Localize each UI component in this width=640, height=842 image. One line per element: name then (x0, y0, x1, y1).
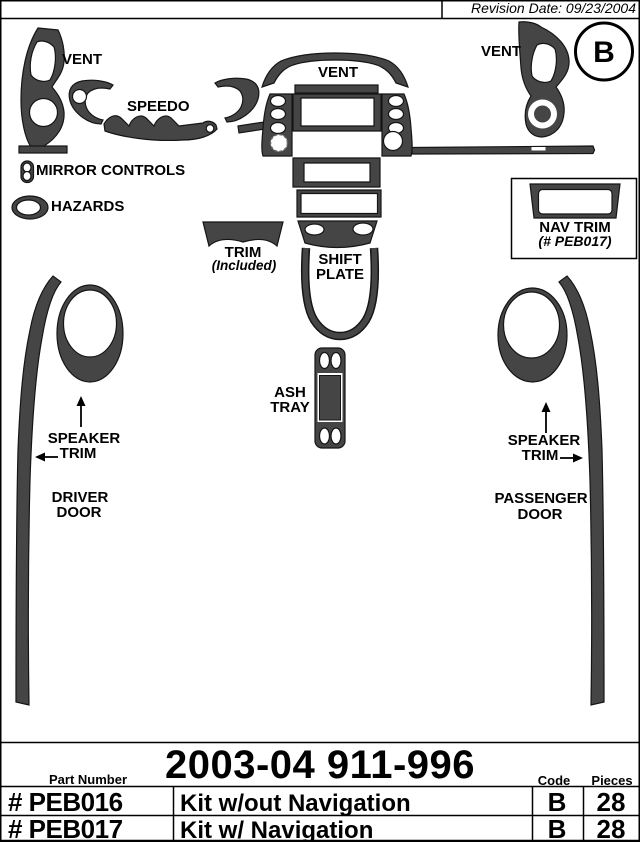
part-number-cell: # PEB016 (8, 787, 123, 817)
pieces-cell: 28 (596, 814, 626, 842)
passenger-door-label-2: DOOR (517, 506, 563, 523)
right-vent-knob (534, 106, 551, 123)
left-panel-button-hole (271, 109, 286, 120)
left-panel-knob-hole (271, 135, 288, 152)
ash-tray-hole (320, 353, 330, 369)
left-trim-bar (19, 146, 67, 153)
right-trim-bar (412, 146, 595, 154)
speaker-trim-left-label-2: TRIM (59, 445, 97, 462)
shift-plate-label-1: SHIFT (318, 251, 362, 268)
driver-speaker-opening (64, 290, 117, 357)
small-trim-bar (238, 122, 265, 133)
hazards-hole (17, 200, 41, 215)
pieces-cell: 28 (596, 787, 626, 817)
radio-surround (293, 94, 381, 131)
climate-surround-upper (293, 158, 380, 187)
revision-date: Revision Date: 09/23/2004 (471, 0, 636, 16)
hazards-label: HAZARDS (51, 198, 125, 215)
nav-trim-label-1: NAV TRIM (539, 219, 611, 236)
passenger-door-label-1: PASSENGER (494, 490, 588, 507)
speedo-label: SPEEDO (127, 98, 190, 115)
nav-trim-label-2: (# PEB017) (538, 233, 612, 249)
nav-trim-opening (539, 190, 613, 215)
shift-plate-label-2: PLATE (315, 266, 365, 283)
code-cell: B (547, 787, 567, 817)
description-cell: Kit w/ Navigation (180, 817, 374, 842)
climate-surround-lower (297, 190, 381, 217)
speaker-trim-right-label-2: TRIM (521, 447, 559, 464)
description-cell: Kit w/out Navigation (180, 790, 411, 817)
ash-tray-hole (331, 428, 341, 444)
col-header-part-number: Part Number (48, 772, 128, 787)
mirror-controls-label: MIRROR CONTROLS (36, 162, 186, 179)
arrow-east-head (573, 454, 583, 463)
left-panel-button-hole (271, 96, 286, 107)
driver-door-label-1: DRIVER (51, 489, 109, 506)
speaker-trim-right-label-1: SPEAKER (507, 432, 581, 449)
stack-top-bar (295, 85, 378, 93)
part-number-cell: # PEB017 (8, 814, 123, 842)
arrow-west-head (35, 453, 45, 462)
arrow-up-right-head (542, 402, 551, 412)
left-panel-button-hole (271, 123, 286, 134)
vent-center-label: VENT (318, 64, 359, 81)
speedo-right-piece (215, 78, 259, 122)
shift-top-hole (305, 224, 324, 235)
speaker-trim-left-label-1: SPEAKER (47, 430, 121, 447)
code-cell: B (547, 814, 567, 842)
kit-title: 2003-04 911-996 (165, 743, 475, 787)
ash-tray-hole (331, 353, 341, 369)
vent-left-label: VENT (62, 51, 103, 68)
trim-included-note: (Included) (211, 258, 277, 273)
code-badge-letter: B (593, 36, 615, 69)
right-panel-button-hole (389, 109, 404, 120)
col-header-code: Code (537, 773, 571, 788)
ash-tray-label-2: TRAY (270, 399, 310, 416)
trim-label: TRIM (224, 244, 262, 261)
included-trim-piece (203, 222, 283, 246)
ash-tray-door (320, 376, 341, 421)
left-vent-hole (30, 99, 58, 127)
speedo-left-hole (73, 90, 87, 104)
driver-door-label-2: DOOR (56, 504, 102, 521)
speedo-bottom-arc (104, 116, 217, 141)
arrow-up-left-head (77, 396, 86, 406)
vent-right-label: VENT (481, 43, 522, 60)
mirror-controls-hole-top (23, 163, 31, 172)
right-panel-button-hole (389, 96, 404, 107)
speedo-arc-eyelet (206, 125, 214, 133)
col-header-pieces: Pieces (591, 773, 633, 788)
right-panel-knob-hole (384, 132, 403, 151)
right-trim-bar-notch (532, 147, 546, 151)
shift-top-hole (353, 223, 373, 235)
mirror-controls-hole-bottom (23, 172, 31, 181)
passenger-speaker-opening (504, 292, 560, 358)
ash-tray-label-1: ASH (274, 384, 306, 401)
ash-tray-hole (320, 428, 330, 444)
left-vent-piece (21, 28, 64, 147)
